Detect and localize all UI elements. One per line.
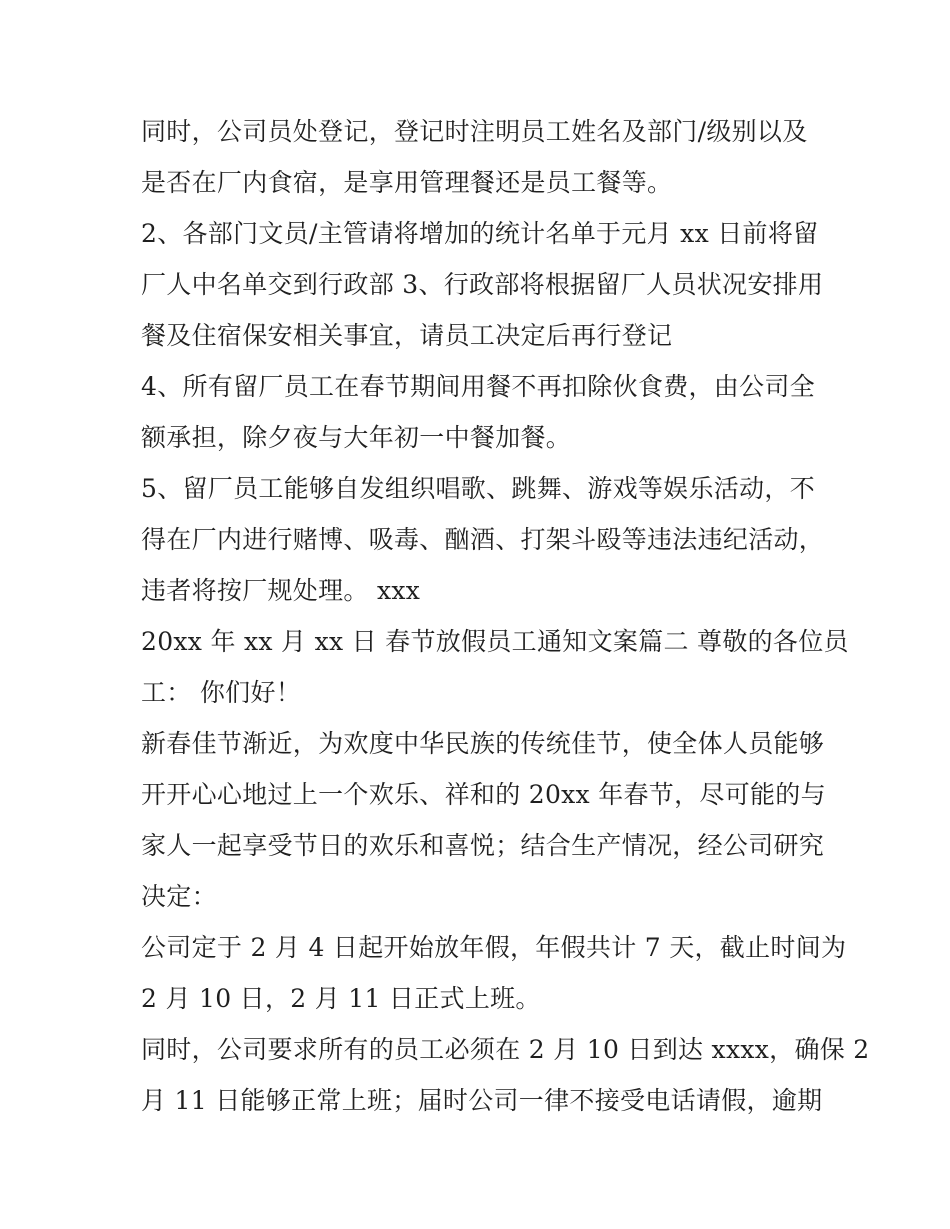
text-line: 同时，公司员处登记，登记时注明员工姓名及部门/级别以及 <box>141 117 808 146</box>
text-line: 月 11 日能够正常上班；届时公司一律不接受电话请假，逾期 <box>141 1086 823 1115</box>
text-line: 同时，公司要求所有的员工必须在 2 月 10 日到达 xxxx，确保 2 <box>141 1035 870 1064</box>
text-line: 20xx 年 xx 月 xx 日 春节放假员工通知文案篇二 尊敬的各位员 <box>141 627 849 656</box>
text-line: 家人一起享受节日的欢乐和喜悦；结合生产情况，经公司研究 <box>141 831 825 860</box>
text-line: 餐及住宿保安相关事宜，请员工决定后再行登记 <box>141 321 673 350</box>
text-line: 5、留厂员工能够自发组织唱歌、跳舞、游戏等娱乐活动，不 <box>141 474 816 503</box>
text-line: 新春佳节渐近，为欢度中华民族的传统佳节，使全体人员能够 <box>141 729 825 758</box>
document-body <box>141 106 870 1126</box>
text-line: 决定： <box>141 882 217 911</box>
text-line: 是否在厂内食宿，是享用管理餐还是员工餐等。 <box>141 168 673 197</box>
text-line: 公司定于 2 月 4 日起开始放年假，年假共计 7 天，截止时间为 <box>141 933 847 962</box>
text-line: 得在厂内进行赌博、吸毒、酗酒、打架斗殴等违法违纪活动， <box>141 525 825 554</box>
text-line: 厂人中名单交到行政部 3、行政部将根据留厂人员状况安排用 <box>141 270 824 299</box>
text-line: 4、所有留厂员工在春节期间用餐不再扣除伙食费，由公司全 <box>141 372 816 401</box>
text-line: 额承担，除夕夜与大年初一中餐加餐。 <box>141 423 572 452</box>
text-line: 开开心心地过上一个欢乐、祥和的 20xx 年春节，尽可能的与 <box>141 780 826 809</box>
text-line: 2 月 10 日，2 月 11 日正式上班。 <box>141 984 541 1013</box>
text-line: 2、各部门文员/主管请将增加的统计名单于元月 xx 日前将留 <box>141 219 819 248</box>
text-line: 违者将按厂规处理。 xxx <box>141 576 421 605</box>
text-line: 工： 你们好！ <box>141 678 302 707</box>
